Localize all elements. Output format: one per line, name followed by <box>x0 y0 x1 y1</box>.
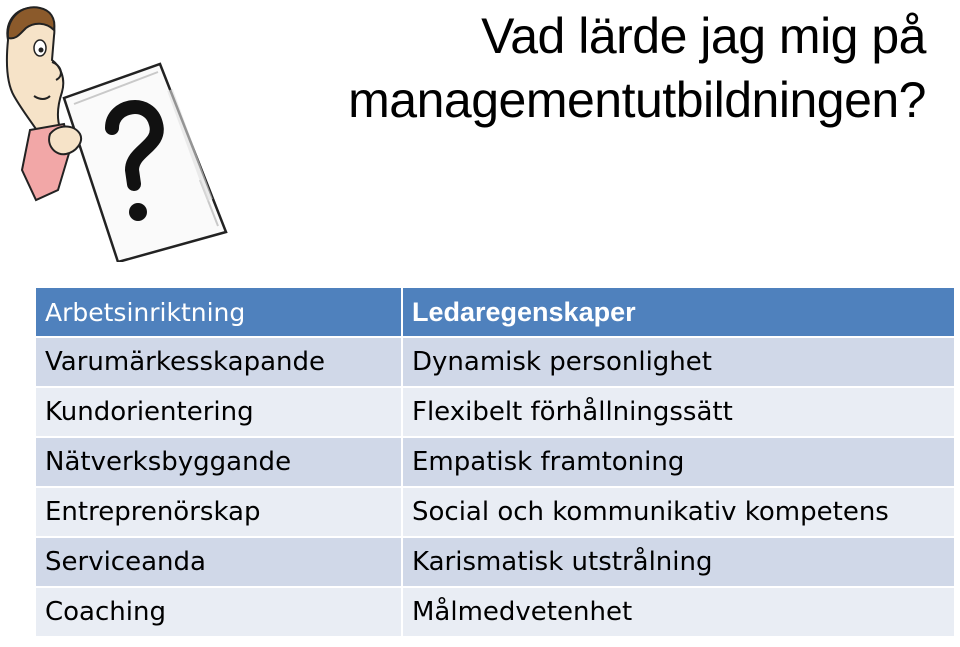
table-header-row <box>36 288 954 336</box>
table-cell: Kundorientering <box>36 388 401 436</box>
table-cell: Entreprenörskap <box>36 488 401 536</box>
table-cell: Målmedvetenhet <box>403 588 954 636</box>
table-row <box>36 388 954 436</box>
slide-title-line-2: managementutbildningen? <box>348 72 926 128</box>
table-cell: Flexibelt förhållningssätt <box>403 388 954 436</box>
table-row <box>36 538 954 586</box>
table-row <box>36 338 954 386</box>
table-cell: Empatisk framtoning <box>403 438 954 486</box>
skills-table <box>34 286 956 638</box>
person-with-question-sign-icon <box>0 0 232 262</box>
table-row <box>36 438 954 486</box>
table-cell: Varumärkesskapande <box>36 338 401 386</box>
table-row <box>36 488 954 536</box>
table-cell: Coaching <box>36 588 401 636</box>
table-row <box>36 588 954 636</box>
table-cell: Social och kommunikativ kompetens <box>403 488 954 536</box>
table-cell: Karismatisk utstrålning <box>403 538 954 586</box>
slide-title-line-1: Vad lärde jag mig på <box>481 8 926 64</box>
table-cell: Nätverksbyggande <box>36 438 401 486</box>
table-cell: Serviceanda <box>36 538 401 586</box>
table-cell: Dynamisk personlighet <box>403 338 954 386</box>
slide-title <box>236 4 926 132</box>
header-ledaregenskaper: Ledaregenskaper <box>403 288 954 336</box>
header-arbetsinriktning: Arbetsinriktning <box>36 288 401 336</box>
